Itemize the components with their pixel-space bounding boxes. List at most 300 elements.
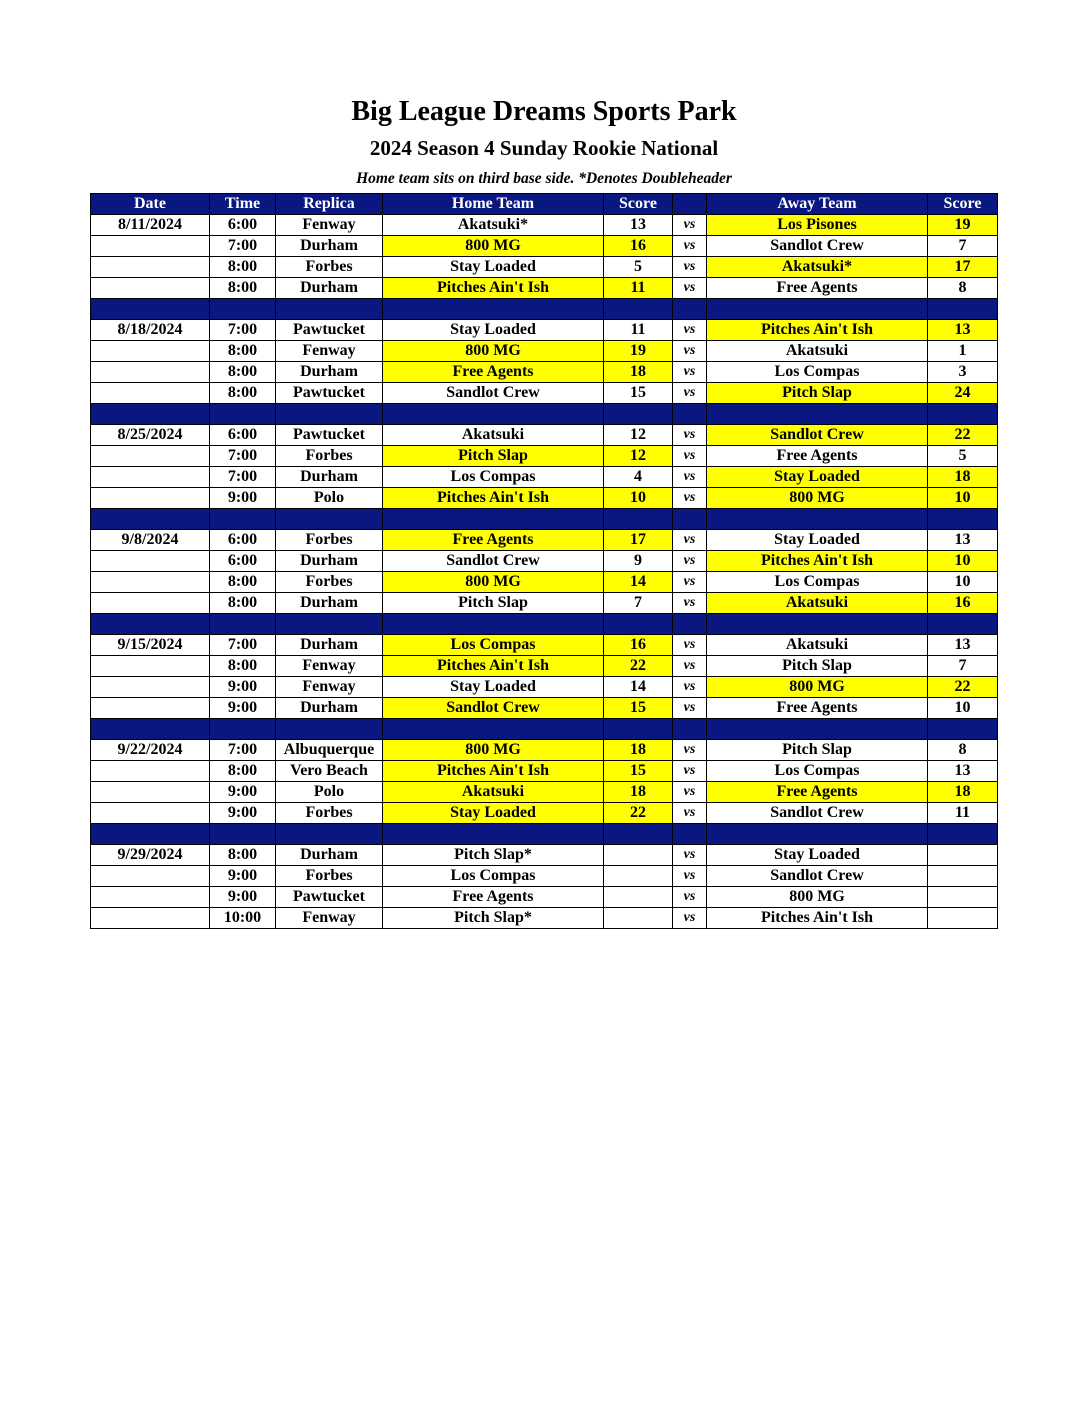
away-score: 10 — [928, 698, 998, 719]
away-score: 3 — [928, 362, 998, 383]
home-team: 800 MG — [383, 572, 604, 593]
week-separator-row — [91, 404, 998, 425]
separator-cell — [673, 719, 707, 740]
away-team: Free Agents — [707, 446, 928, 467]
home-team: 800 MG — [383, 740, 604, 761]
home-team: Akatsuki — [383, 425, 604, 446]
home-score: 17 — [604, 530, 673, 551]
away-score: 1 — [928, 341, 998, 362]
vs-label: vs — [673, 908, 707, 929]
game-field: Forbes — [276, 446, 383, 467]
home-score: 18 — [604, 740, 673, 761]
away-score — [928, 908, 998, 929]
game-field: Forbes — [276, 866, 383, 887]
away-score: 5 — [928, 446, 998, 467]
separator-cell — [673, 614, 707, 635]
game-field: Durham — [276, 551, 383, 572]
game-field: Pawtucket — [276, 425, 383, 446]
game-field: Durham — [276, 362, 383, 383]
away-score: 13 — [928, 761, 998, 782]
game-time: 9:00 — [210, 866, 276, 887]
home-score: 4 — [604, 467, 673, 488]
game-time: 7:00 — [210, 467, 276, 488]
separator-cell — [210, 824, 276, 845]
game-date: 8/18/2024 — [91, 320, 210, 341]
separator-cell — [210, 404, 276, 425]
away-team: Stay Loaded — [707, 467, 928, 488]
separator-cell — [928, 404, 998, 425]
separator-cell — [91, 299, 210, 320]
table-row — [91, 782, 998, 803]
separator-cell — [210, 299, 276, 320]
game-date — [91, 656, 210, 677]
game-time: 8:00 — [210, 383, 276, 404]
game-time: 8:00 — [210, 362, 276, 383]
home-team: Pitches Ain't Ish — [383, 488, 604, 509]
away-team: Pitch Slap — [707, 740, 928, 761]
separator-cell — [383, 614, 604, 635]
vs-label: vs — [673, 530, 707, 551]
game-time: 9:00 — [210, 782, 276, 803]
home-score: 18 — [604, 782, 673, 803]
game-field: Forbes — [276, 257, 383, 278]
home-team: Los Compas — [383, 467, 604, 488]
table-row — [91, 488, 998, 509]
home-score: 9 — [604, 551, 673, 572]
home-team: Los Compas — [383, 866, 604, 887]
home-score: 14 — [604, 677, 673, 698]
vs-label: vs — [673, 698, 707, 719]
away-team: 800 MG — [707, 488, 928, 509]
table-row — [91, 551, 998, 572]
schedule-body — [91, 215, 998, 929]
table-row — [91, 341, 998, 362]
table-row — [91, 572, 998, 593]
home-team: Los Compas — [383, 635, 604, 656]
home-score: 7 — [604, 593, 673, 614]
separator-cell — [707, 824, 928, 845]
separator-cell — [383, 299, 604, 320]
game-time: 6:00 — [210, 425, 276, 446]
col-header-away-score: Score — [928, 194, 998, 215]
home-team: Stay Loaded — [383, 677, 604, 698]
game-date — [91, 236, 210, 257]
home-team: Pitch Slap — [383, 593, 604, 614]
vs-label: vs — [673, 740, 707, 761]
table-row — [91, 362, 998, 383]
away-team: Sandlot Crew — [707, 803, 928, 824]
game-time: 7:00 — [210, 320, 276, 341]
home-score: 11 — [604, 320, 673, 341]
home-score: 16 — [604, 236, 673, 257]
table-row — [91, 320, 998, 341]
game-time: 9:00 — [210, 488, 276, 509]
table-row — [91, 656, 998, 677]
col-header-vs — [673, 194, 707, 215]
separator-cell — [673, 824, 707, 845]
game-time: 9:00 — [210, 698, 276, 719]
away-team: Sandlot Crew — [707, 866, 928, 887]
home-team: Free Agents — [383, 362, 604, 383]
away-score: 8 — [928, 740, 998, 761]
schedule-table — [90, 193, 998, 929]
away-team: Sandlot Crew — [707, 425, 928, 446]
separator-cell — [91, 614, 210, 635]
separator-cell — [928, 509, 998, 530]
game-time: 6:00 — [210, 530, 276, 551]
separator-cell — [604, 719, 673, 740]
game-date — [91, 383, 210, 404]
separator-cell — [210, 719, 276, 740]
separator-cell — [707, 719, 928, 740]
game-date — [91, 278, 210, 299]
page-title: Big League Dreams Sports Park — [351, 96, 737, 127]
away-score: 13 — [928, 530, 998, 551]
game-field: Pawtucket — [276, 383, 383, 404]
game-time: 6:00 — [210, 215, 276, 236]
game-date: 9/22/2024 — [91, 740, 210, 761]
away-team: Pitches Ain't Ish — [707, 320, 928, 341]
away-team: Pitches Ain't Ish — [707, 908, 928, 929]
away-score: 7 — [928, 236, 998, 257]
separator-cell — [673, 299, 707, 320]
game-field: Albuquerque — [276, 740, 383, 761]
away-score: 13 — [928, 635, 998, 656]
game-time: 8:00 — [210, 341, 276, 362]
game-time: 8:00 — [210, 257, 276, 278]
separator-cell — [707, 404, 928, 425]
game-field: Durham — [276, 278, 383, 299]
table-row — [91, 803, 998, 824]
vs-label: vs — [673, 635, 707, 656]
home-team: Akatsuki* — [383, 215, 604, 236]
game-time: 9:00 — [210, 887, 276, 908]
game-field: Forbes — [276, 803, 383, 824]
game-date — [91, 362, 210, 383]
game-time: 7:00 — [210, 635, 276, 656]
away-score: 18 — [928, 782, 998, 803]
home-team: Pitch Slap* — [383, 908, 604, 929]
home-score: 10 — [604, 488, 673, 509]
home-team: Pitch Slap — [383, 446, 604, 467]
home-team: Stay Loaded — [383, 257, 604, 278]
col-header-home-score: Score — [604, 194, 673, 215]
game-date — [91, 341, 210, 362]
home-team: Akatsuki — [383, 782, 604, 803]
separator-cell — [276, 719, 383, 740]
game-field: Fenway — [276, 677, 383, 698]
game-date — [91, 698, 210, 719]
table-row — [91, 383, 998, 404]
separator-cell — [604, 509, 673, 530]
away-score: 24 — [928, 383, 998, 404]
away-score: 22 — [928, 425, 998, 446]
vs-label: vs — [673, 845, 707, 866]
away-score: 18 — [928, 467, 998, 488]
game-field: Vero Beach — [276, 761, 383, 782]
home-team: Free Agents — [383, 887, 604, 908]
game-date: 9/15/2024 — [91, 635, 210, 656]
game-date: 9/29/2024 — [91, 845, 210, 866]
vs-label: vs — [673, 362, 707, 383]
away-team: Los Compas — [707, 572, 928, 593]
table-row — [91, 593, 998, 614]
table-row — [91, 530, 998, 551]
separator-cell — [383, 824, 604, 845]
game-time: 7:00 — [210, 446, 276, 467]
away-team: Free Agents — [707, 782, 928, 803]
game-date — [91, 866, 210, 887]
game-time: 8:00 — [210, 572, 276, 593]
game-field: Fenway — [276, 656, 383, 677]
table-row — [91, 467, 998, 488]
separator-cell — [383, 404, 604, 425]
game-field: Fenway — [276, 341, 383, 362]
col-header-away-team: Away Team — [707, 194, 928, 215]
game-field: Durham — [276, 845, 383, 866]
separator-cell — [276, 299, 383, 320]
game-time: 8:00 — [210, 656, 276, 677]
away-team: 800 MG — [707, 677, 928, 698]
table-row — [91, 425, 998, 446]
away-score: 8 — [928, 278, 998, 299]
game-time: 6:00 — [210, 551, 276, 572]
vs-label: vs — [673, 236, 707, 257]
home-team: Stay Loaded — [383, 320, 604, 341]
table-row — [91, 887, 998, 908]
vs-label: vs — [673, 425, 707, 446]
home-score: 16 — [604, 635, 673, 656]
away-team: Los Compas — [707, 761, 928, 782]
away-team: Pitch Slap — [707, 656, 928, 677]
vs-label: vs — [673, 446, 707, 467]
home-score: 12 — [604, 446, 673, 467]
table-row — [91, 677, 998, 698]
game-date — [91, 761, 210, 782]
game-date — [91, 551, 210, 572]
away-score — [928, 887, 998, 908]
game-field: Forbes — [276, 572, 383, 593]
away-score: 16 — [928, 593, 998, 614]
home-score: 11 — [604, 278, 673, 299]
table-row — [91, 446, 998, 467]
table-row — [91, 698, 998, 719]
home-score — [604, 866, 673, 887]
away-score — [928, 866, 998, 887]
col-header-replica: Replica — [276, 194, 383, 215]
game-date — [91, 257, 210, 278]
home-team: Sandlot Crew — [383, 551, 604, 572]
separator-cell — [928, 824, 998, 845]
separator-cell — [707, 614, 928, 635]
game-date — [91, 572, 210, 593]
game-date — [91, 887, 210, 908]
home-score: 15 — [604, 698, 673, 719]
home-team: Free Agents — [383, 530, 604, 551]
home-team: Pitches Ain't Ish — [383, 656, 604, 677]
away-team: Los Pisones — [707, 215, 928, 236]
separator-cell — [276, 614, 383, 635]
separator-cell — [707, 509, 928, 530]
home-score — [604, 845, 673, 866]
home-team: Sandlot Crew — [383, 383, 604, 404]
home-score: 19 — [604, 341, 673, 362]
game-time: 9:00 — [210, 677, 276, 698]
separator-cell — [91, 719, 210, 740]
table-row — [91, 845, 998, 866]
game-date — [91, 593, 210, 614]
schedule-note: Home team sits on third base side. *Denotes Doubleheader — [356, 170, 732, 187]
away-team: Free Agents — [707, 698, 928, 719]
separator-cell — [210, 614, 276, 635]
game-time: 8:00 — [210, 593, 276, 614]
table-row — [91, 278, 998, 299]
home-score: 22 — [604, 656, 673, 677]
away-team: Akatsuki — [707, 341, 928, 362]
col-header-date: Date — [91, 194, 210, 215]
game-time: 7:00 — [210, 236, 276, 257]
away-score: 22 — [928, 677, 998, 698]
game-date — [91, 677, 210, 698]
separator-cell — [928, 614, 998, 635]
away-team: Akatsuki — [707, 635, 928, 656]
game-date: 8/25/2024 — [91, 425, 210, 446]
game-time: 8:00 — [210, 278, 276, 299]
table-row — [91, 740, 998, 761]
table-row — [91, 908, 998, 929]
vs-label: vs — [673, 215, 707, 236]
home-team: Sandlot Crew — [383, 698, 604, 719]
page-subtitle: 2024 Season 4 Sunday Rookie National — [369, 136, 719, 160]
home-score: 13 — [604, 215, 673, 236]
away-team: Stay Loaded — [707, 530, 928, 551]
separator-cell — [707, 299, 928, 320]
separator-cell — [91, 824, 210, 845]
away-score — [928, 845, 998, 866]
game-field: Fenway — [276, 215, 383, 236]
game-time: 9:00 — [210, 803, 276, 824]
separator-cell — [604, 614, 673, 635]
separator-cell — [276, 509, 383, 530]
game-time: 8:00 — [210, 845, 276, 866]
vs-label: vs — [673, 572, 707, 593]
vs-label: vs — [673, 488, 707, 509]
game-field: Pawtucket — [276, 887, 383, 908]
game-time: 8:00 — [210, 761, 276, 782]
game-field: Fenway — [276, 908, 383, 929]
vs-label: vs — [673, 551, 707, 572]
week-separator-row — [91, 614, 998, 635]
away-team: Akatsuki — [707, 593, 928, 614]
home-score: 15 — [604, 383, 673, 404]
away-team: Pitch Slap — [707, 383, 928, 404]
vs-label: vs — [673, 656, 707, 677]
table-row — [91, 257, 998, 278]
away-score: 19 — [928, 215, 998, 236]
week-separator-row — [91, 509, 998, 530]
separator-cell — [673, 404, 707, 425]
vs-label: vs — [673, 320, 707, 341]
away-score: 7 — [928, 656, 998, 677]
home-team: Pitches Ain't Ish — [383, 278, 604, 299]
table-row — [91, 635, 998, 656]
vs-label: vs — [673, 593, 707, 614]
separator-cell — [928, 299, 998, 320]
vs-label: vs — [673, 887, 707, 908]
vs-label: vs — [673, 278, 707, 299]
away-team: Free Agents — [707, 278, 928, 299]
game-date — [91, 467, 210, 488]
away-team: Los Compas — [707, 362, 928, 383]
game-date: 9/8/2024 — [91, 530, 210, 551]
away-team: 800 MG — [707, 887, 928, 908]
away-team: Akatsuki* — [707, 257, 928, 278]
away-team: Pitches Ain't Ish — [707, 551, 928, 572]
home-score — [604, 908, 673, 929]
game-field: Durham — [276, 593, 383, 614]
separator-cell — [383, 719, 604, 740]
game-field: Durham — [276, 635, 383, 656]
game-date — [91, 782, 210, 803]
game-date — [91, 488, 210, 509]
away-team: Sandlot Crew — [707, 236, 928, 257]
vs-label: vs — [673, 677, 707, 698]
away-score: 17 — [928, 257, 998, 278]
vs-label: vs — [673, 782, 707, 803]
home-team: 800 MG — [383, 236, 604, 257]
vs-label: vs — [673, 383, 707, 404]
game-field: Durham — [276, 467, 383, 488]
home-score: 12 — [604, 425, 673, 446]
separator-cell — [276, 404, 383, 425]
away-score: 13 — [928, 320, 998, 341]
home-team: Pitch Slap* — [383, 845, 604, 866]
home-score: 5 — [604, 257, 673, 278]
separator-cell — [604, 824, 673, 845]
col-header-time: Time — [210, 194, 276, 215]
col-header-home-team: Home Team — [383, 194, 604, 215]
separator-cell — [673, 509, 707, 530]
vs-label: vs — [673, 761, 707, 782]
table-row — [91, 866, 998, 887]
table-row — [91, 761, 998, 782]
separator-cell — [928, 719, 998, 740]
game-field: Pawtucket — [276, 320, 383, 341]
home-score: 22 — [604, 803, 673, 824]
separator-cell — [91, 509, 210, 530]
game-field: Durham — [276, 698, 383, 719]
table-row — [91, 215, 998, 236]
home-score: 14 — [604, 572, 673, 593]
game-date — [91, 446, 210, 467]
home-team: 800 MG — [383, 341, 604, 362]
away-team: Stay Loaded — [707, 845, 928, 866]
vs-label: vs — [673, 803, 707, 824]
separator-cell — [91, 404, 210, 425]
away-score: 10 — [928, 572, 998, 593]
separator-cell — [383, 509, 604, 530]
separator-cell — [276, 824, 383, 845]
game-field: Forbes — [276, 530, 383, 551]
vs-label: vs — [673, 341, 707, 362]
game-field: Polo — [276, 782, 383, 803]
vs-label: vs — [673, 257, 707, 278]
home-team: Stay Loaded — [383, 803, 604, 824]
home-score: 18 — [604, 362, 673, 383]
away-score: 10 — [928, 488, 998, 509]
game-field: Polo — [276, 488, 383, 509]
game-date — [91, 908, 210, 929]
